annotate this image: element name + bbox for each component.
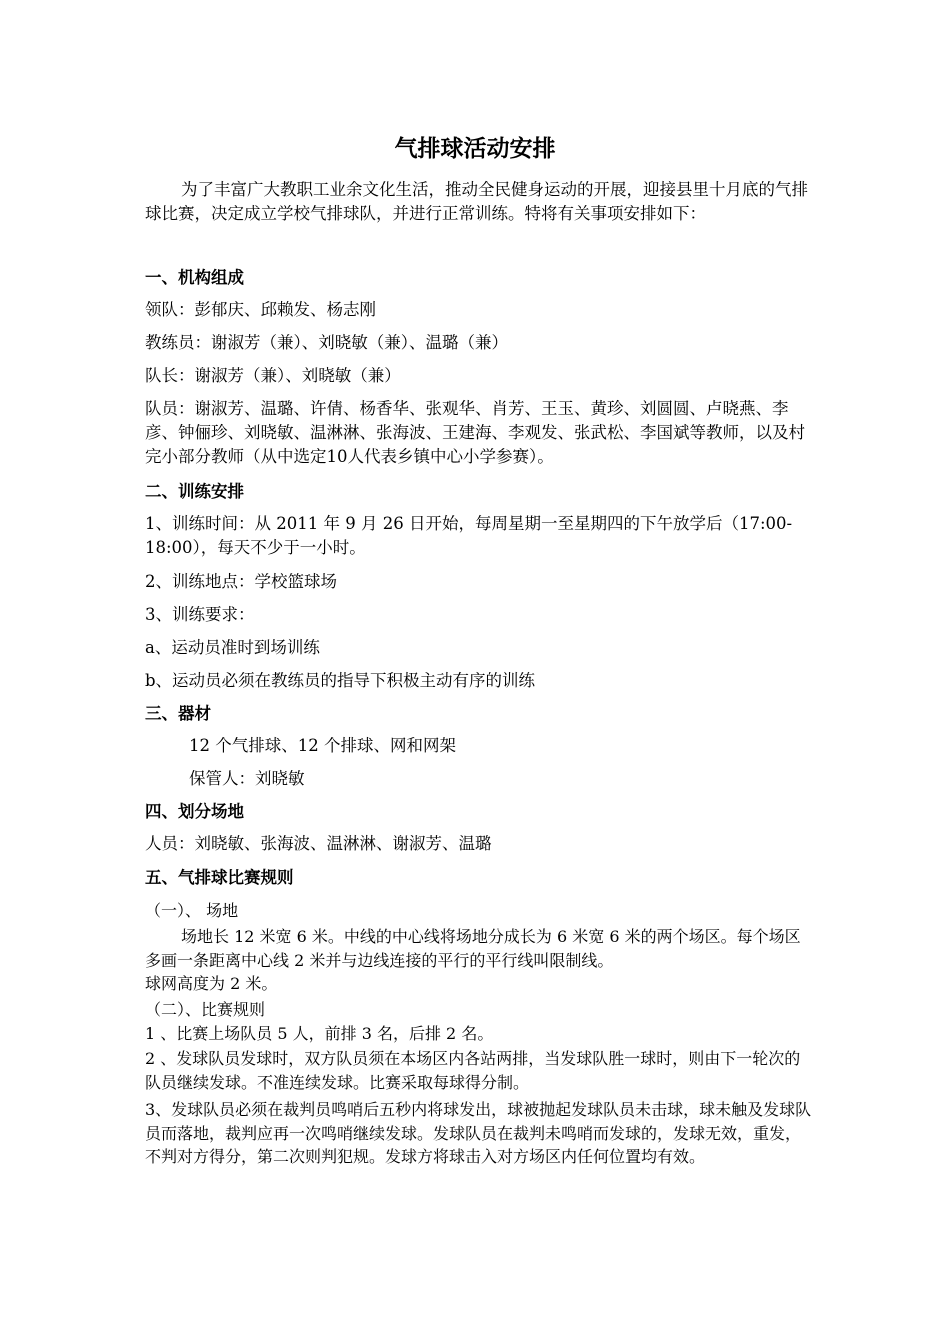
coaches-line: 教练员：谢淑芳（兼）、刘晓敏（兼）、温璐（兼） — [145, 333, 508, 352]
net-height: 球网高度为 2 米。 — [145, 974, 278, 993]
section-heading-training: 二、训练安排 — [145, 482, 244, 501]
captains-line: 队长：谢淑芳（兼）、刘晓敏（兼） — [145, 366, 401, 385]
rule-2: 2 、发球队员发球时，双方队员须在本场区内各站两排，当发球队胜一球时，则由下一轮次的队员继续发球。不准连续发球。比赛采取每球得分制。 — [145, 1049, 801, 1092]
rules-subheading: （二）、比赛规则 — [145, 1000, 266, 1019]
field-people: 人员：刘晓敏、张海波、温淋淋、谢淑芳、温璐 — [145, 834, 492, 853]
rule-1: 1 、比赛上场队员 5 人，前排 3 名，后排 2 名。 — [145, 1024, 494, 1043]
section-heading-rules: 五、气排球比赛规则 — [145, 868, 294, 887]
court-subheading: （一）、 场地 — [145, 901, 239, 920]
requirement-a: a、运动员准时到场训练 — [145, 638, 320, 657]
section-heading-equipment: 三、器材 — [145, 704, 211, 723]
section-heading-field: 四、划分场地 — [145, 802, 244, 821]
leaders-line: 领队：彭郁庆、邱赖发、杨志刚 — [145, 300, 376, 319]
training-place: 2、训练地点：学校篮球场 — [145, 572, 337, 591]
intro-paragraph: 为了丰富广大教职工业余文化生活，推动全民健身运动的开展，迎接县里十月底的气排球比赛，决定成立学校气排球队，并进行正常训练。特将有关事项安排如下： — [145, 180, 808, 223]
section-heading-organization: 一、机构组成 — [145, 268, 244, 287]
document-title: 气排球活动安排 — [394, 136, 556, 162]
equipment-keeper: 保管人：刘晓敏 — [189, 769, 305, 788]
members-paragraph: 队员：谢淑芳、温璐、许倩、杨香华、张观华、肖芳、王玉、黄珍、刘圆圆、卢晓燕、李彦、钟俪珍、刘晓敏、温淋淋、张海波、王建海、李观发、张武松、李国斌等教师，以及村完小部分教师（从中选定10人代表乡镇中心小学参赛）。 — [145, 399, 805, 466]
equipment-items: 12 个气排球、12 个排球、网和网架 — [189, 736, 456, 755]
court-description: 场地长 12 米宽 6 米。中线的中心线将场地分成长为 6 米宽 6 米的两个场区。每个场区多画一条距离中心线 2 米并与边线连接的平行的平行线叫限制线。 — [145, 927, 801, 970]
rule-3: 3、发球队员必须在裁判员鸣哨后五秒内将球发出，球被抛起发球队员未击球，球未触及发球队员而落地，裁判应再一次鸣哨继续发球。发球队员在裁判未鸣哨而发球的，发球无效，重发，不判对方得分，第二次则判犯规。发球方将球击入对方场区内任何位置均有效。 — [145, 1100, 812, 1166]
requirement-b: b、运动员必须在教练员的指导下积极主动有序的训练 — [145, 671, 536, 690]
training-time: 1、训练时间：从 2011 年 9 月 26 日开始，每周星期一至星期四的下午放学后（17:00-18:00），每天不少于一小时。 — [145, 514, 793, 557]
training-requirements: 3、训练要求： — [145, 605, 255, 624]
